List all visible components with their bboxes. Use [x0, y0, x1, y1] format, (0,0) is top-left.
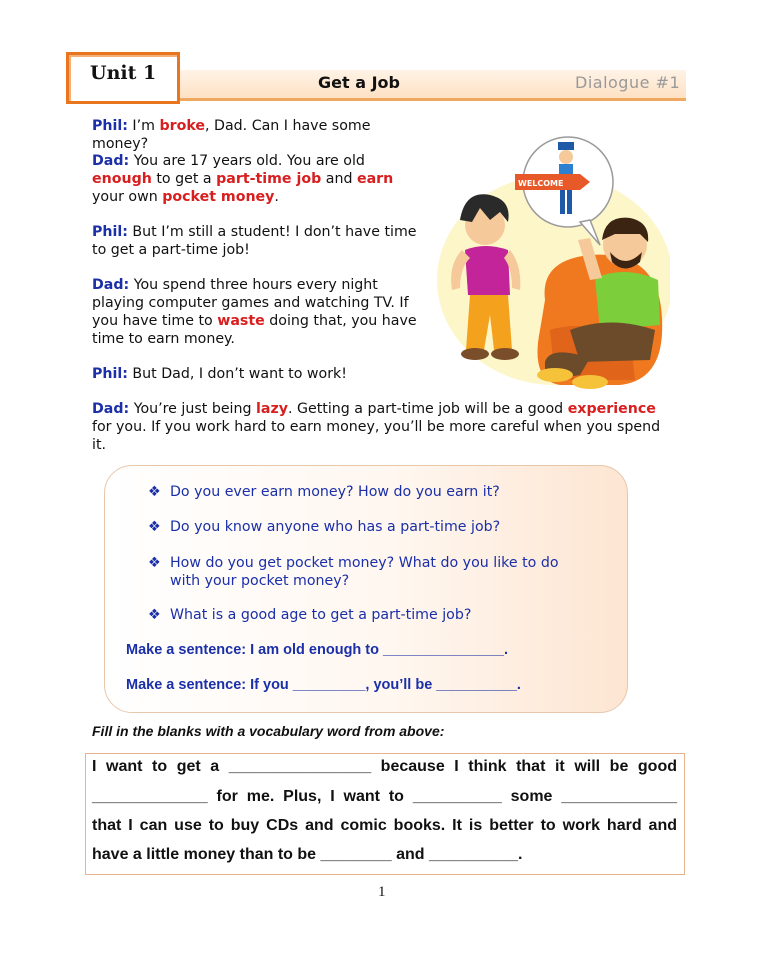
vocabulary-word: broke [159, 118, 206, 134]
fill-in-line: have a little money than to be ________ and __________. [92, 846, 523, 863]
make-sentence-prompt: Make a sentence: If you _________, you’ll be __________. [126, 677, 521, 693]
speaker-name: Phil: [92, 224, 128, 240]
dialogue-line [92, 276, 422, 348]
speaker-name: Phil: [92, 118, 128, 134]
vocabulary-word: waste [217, 313, 265, 329]
dialogue-line [92, 223, 422, 259]
dialogue-text: . [274, 189, 279, 205]
question-item: ❖ What is a good age to get a part-time job? [148, 607, 472, 623]
fill-in-line: that I can use to buy CDs and comic books. It is better to work hard and [92, 817, 677, 834]
dialogue-text: , Dad. Can I have some money? [92, 118, 371, 152]
make-sentence-prompt: Make a sentence: I am old enough to _______________. [126, 642, 509, 658]
bullet-icon: ❖ [148, 555, 161, 571]
dialogue-line [92, 365, 422, 383]
dialogue-text: You are 17 years old. You are old [129, 153, 365, 169]
speaker-name: Dad: [92, 401, 130, 417]
dialogue-text: to get a [151, 171, 217, 187]
bullet-icon: ❖ [148, 607, 161, 623]
question-item: ❖ Do you ever earn money? How do you earn it? [148, 484, 500, 500]
dialogue-text: . Getting a part-time job will be a good [287, 401, 568, 417]
unit-label: Unit 1 [90, 62, 157, 84]
speaker-name: Dad: [92, 277, 130, 293]
page-title: Get a Job [318, 73, 400, 92]
speaker-name: Dad: [92, 153, 130, 169]
dialogue-line [92, 400, 667, 454]
page-number: 1 [378, 884, 386, 900]
welcome-sign-text: WELCOME [518, 179, 564, 188]
fill-in-instructions: Fill in the blanks with a vocabulary word from above: [92, 723, 445, 739]
speaker-name: Phil: [92, 366, 128, 382]
vocabulary-word: enough [92, 171, 152, 187]
dialogue-text: But Dad, I don’t want to work! [127, 366, 347, 382]
dialogue-text: your own [92, 189, 163, 205]
dialogue-text: I’m [127, 118, 160, 134]
dialogue-line [92, 117, 422, 153]
father-son-illustration [430, 130, 670, 400]
dialogue-text: and [321, 171, 357, 187]
bullet-icon: ❖ [148, 484, 161, 500]
dialogue-text: You’re just being [129, 401, 257, 417]
dialogue-line [92, 152, 422, 206]
dialogue-label: Dialogue #1 [575, 73, 681, 92]
fill-in-line: I want to get a ________________ because I think that it will be good [92, 758, 677, 775]
dialogue-text: But I’m still a student! I don’t have time to get a part-time job! [92, 224, 417, 258]
bullet-icon: ❖ [148, 519, 161, 535]
vocabulary-word: earn [356, 171, 394, 187]
vocabulary-word: experience [567, 401, 656, 417]
dialogue-text: You spend three hours every night playing computer games and watching TV. If you have time to [92, 277, 409, 329]
dialogue-text: for you. If you work hard to earn money, you’ll be more careful when you spend it. [92, 419, 661, 453]
dialogue-text: doing that, you have time to earn money. [92, 313, 417, 347]
question-item: ❖ How do you get pocket money? What do you like to do with your pocket money? [148, 555, 559, 589]
fill-in-line: _____________ for me. Plus, I want to __________ some _____________ [92, 788, 677, 805]
vocabulary-word: lazy [256, 401, 288, 417]
vocabulary-word: pocket money [162, 189, 275, 205]
question-item: ❖ Do you know anyone who has a part-time job? [148, 519, 501, 535]
vocabulary-word: part-time job [216, 171, 322, 187]
